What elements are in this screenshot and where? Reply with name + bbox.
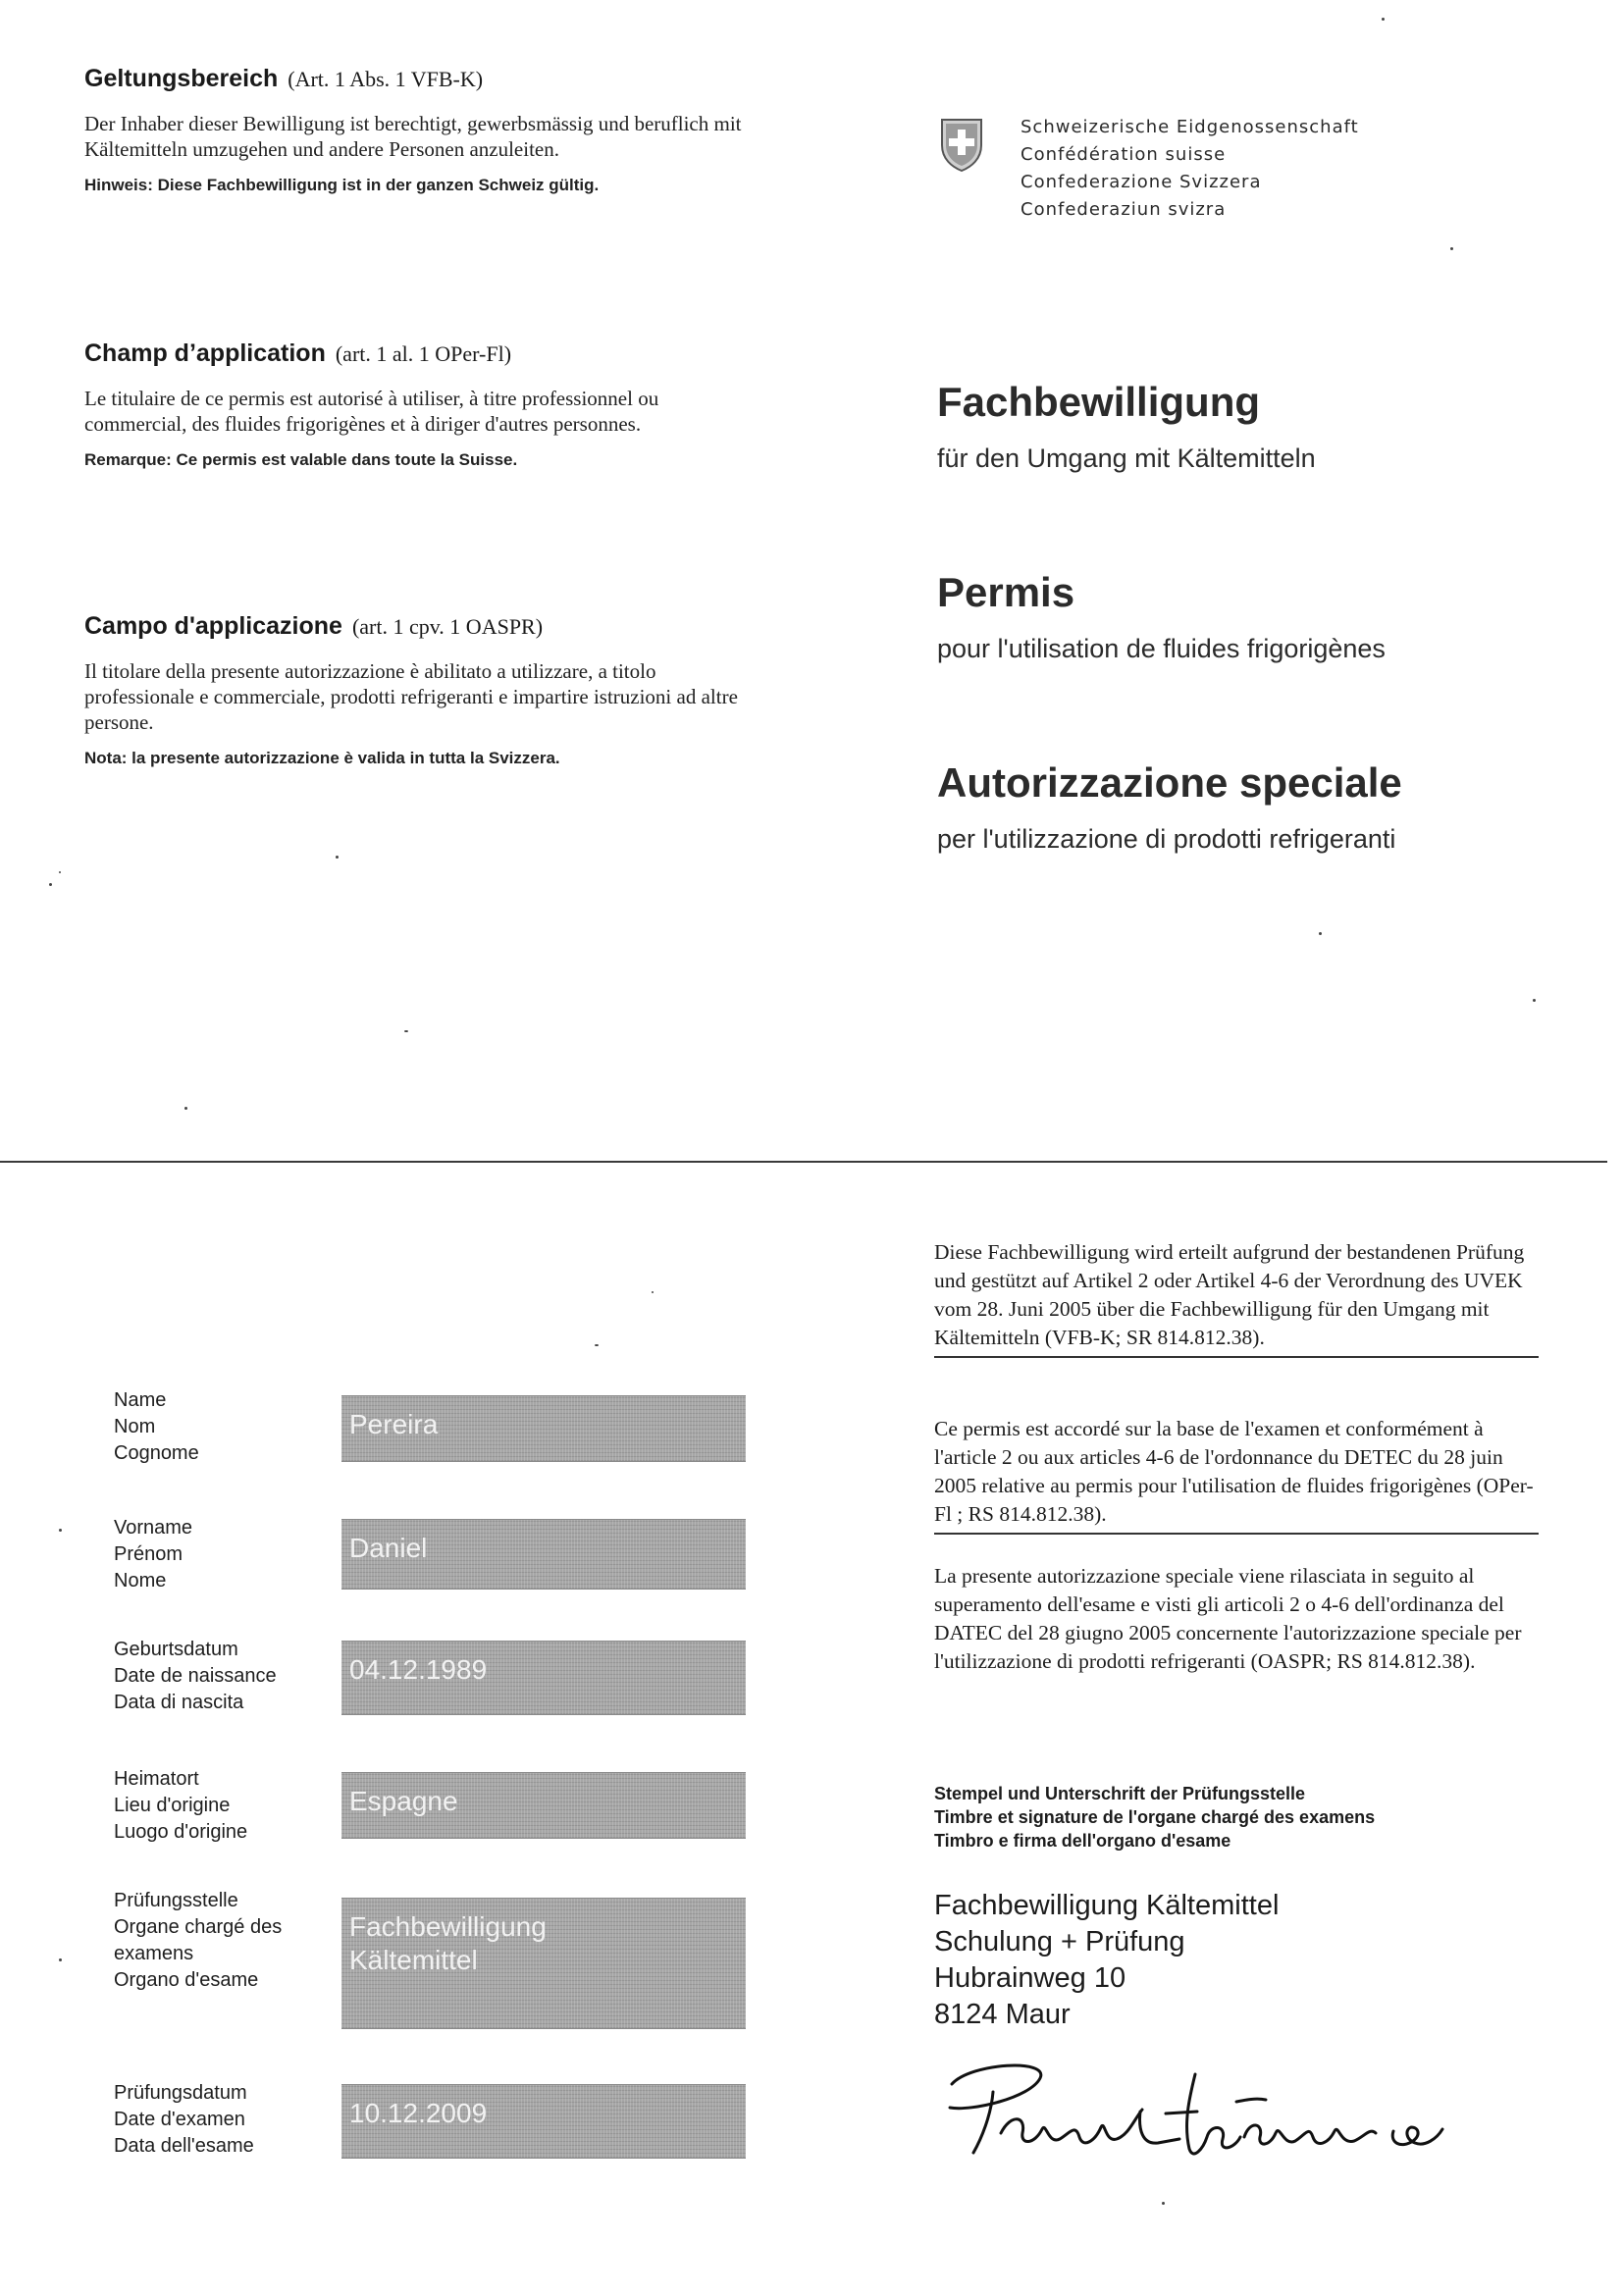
field-label: Organe chargé des (114, 1916, 283, 1938)
scan-speck (1319, 932, 1322, 935)
scope-heading-fr (84, 339, 752, 368)
field-label: Vorname (114, 1517, 193, 1539)
birthdate-field[interactable] (341, 1641, 746, 1715)
field-label: Luogo d'origine (114, 1821, 248, 1843)
title-it: Autorizzazione speciale (937, 759, 1402, 806)
field-label: Date d'examen (114, 2109, 245, 2130)
field-label: Data dell'esame (114, 2135, 254, 2157)
confederation-name-fr: Confédération suisse (1021, 144, 1227, 165)
field-label: Data di nascita (114, 1692, 244, 1713)
scan-speck (59, 1958, 62, 1961)
scope-body-fr: Le titulaire de ce permis est autorisé à utiliser, à titre professionnel ou commercial, des fluides frigorigènes et à diriger d'autres personnes. (84, 387, 659, 436)
scope-section-fr (84, 339, 752, 470)
address-line: Hubrainweg 10 (934, 1962, 1126, 1994)
field-label: Prénom (114, 1543, 183, 1565)
field-label: Nome (114, 1570, 167, 1592)
scope-ref-it: (art. 1 cpv. 1 OASPR) (351, 614, 544, 639)
field-label: Cognome (114, 1442, 199, 1464)
firstname-field[interactable] (341, 1519, 746, 1590)
fold-line (0, 1161, 1607, 1163)
scope-title-fr: Champ d’application (84, 339, 326, 367)
legal-text-de: Diese Fachbewilligung wird erteilt aufgrund der bestandenen Prüfung und gestützt auf Artikel 2 oder Artikel 4-6 der Verordnung des UVEK vom 28. Juni 2005 über die Fachbewilligung für den Umgang mit Kältemitteln (VFB-K; SR 814.812.38). (934, 1238, 1539, 1358)
origin-value: Espagne (349, 1786, 458, 1816)
scope-ref-de: (Art. 1 Abs. 1 VFB-K) (288, 67, 484, 91)
exam-body-field[interactable] (341, 1898, 746, 2029)
field-label: examens (114, 1943, 194, 1964)
scan-speck (336, 856, 339, 859)
scan-speck (1382, 18, 1385, 21)
handwritten-signature-icon (932, 2055, 1492, 2172)
scope-title-it: Campo d'applicazione (84, 612, 342, 640)
scope-note-it: Nota: la presente autorizzazione è valida in tutta la Svizzera. (84, 749, 560, 767)
field-label: Lieu d'origine (114, 1795, 231, 1816)
scan-speck (59, 871, 61, 873)
title-fr: Permis (937, 569, 1075, 615)
scan-speck (404, 1030, 408, 1032)
name-field[interactable] (341, 1395, 746, 1462)
scope-body-de: Der Inhaber dieser Bewilligung ist berechtigt, gewerbsmässig und beruflich mit Kältemitteln umzugehen und andere Personen anzuleiten. (84, 112, 742, 161)
confederation-names (1021, 114, 1359, 224)
title-de: Fachbewilligung (937, 379, 1261, 425)
subtitle-it: per l'utilizzazione di prodotti refrigeranti (937, 824, 1396, 854)
field-label: Prüfungsdatum (114, 2082, 247, 2104)
exam-date-value: 10.12.2009 (349, 2098, 488, 2128)
birthdate-value: 04.12.1989 (349, 1654, 488, 1685)
scope-ref-fr: (art. 1 al. 1 OPer-Fl) (335, 341, 512, 366)
origin-field[interactable] (341, 1772, 746, 1839)
subtitle-fr: pour l'utilisation de fluides frigorigènes (937, 634, 1386, 663)
stamp-heading-line: Timbro e firma dell'organo d'esame (934, 1831, 1231, 1851)
field-labels-exam-body (114, 1888, 282, 1994)
confederation-name-de: Schweizerische Eidgenossenschaft (1021, 117, 1359, 137)
field-labels-origin (114, 1766, 247, 1846)
scan-speck (1162, 2202, 1165, 2205)
exam-body-value-line: Fachbewilligung (349, 1911, 547, 1942)
field-labels-firstname (114, 1515, 192, 1594)
firstname-value: Daniel (349, 1533, 428, 1563)
scan-speck (595, 1344, 599, 1346)
field-labels-name (114, 1387, 199, 1467)
field-labels-birthdate (114, 1637, 277, 1716)
swiss-cross-shield-icon (938, 116, 985, 173)
field-label: Prüfungsstelle (114, 1890, 238, 1911)
field-labels-exam-date (114, 2080, 254, 2160)
field-label: Heimatort (114, 1768, 199, 1790)
stamp-heading-line: Timbre et signature de l'organe chargé des examens (934, 1807, 1376, 1827)
scope-title-de: Geltungsbereich (84, 65, 279, 92)
legal-text-fr: Ce permis est accordé sur la base de l'examen et conformément à l'article 2 ou aux articles 4-6 de l'ordonnance du DETEC du 28 juin 2005 relative au permis pour l'utilisation de fluides frigorigènes (OPer-Fl ; RS 814.812.38). (934, 1415, 1539, 1535)
scope-section-it (84, 612, 752, 768)
field-label: Name (114, 1389, 167, 1411)
scope-heading-it (84, 612, 752, 641)
address-line: Schulung + Prüfung (934, 1926, 1185, 1957)
field-label: Geburtsdatum (114, 1639, 238, 1660)
scope-note-fr: Remarque: Ce permis est valable dans toute la Suisse. (84, 450, 518, 469)
legal-text-it: La presente autorizzazione speciale viene rilasciata in seguito al superamento dell'esame e visti gli articoli 2 o 4-6 dell'ordinanza del DATEC del 28 giugno 2005 concernente l'autorizzazione speciale per l'utilizzazione di prodotti refrigeranti (OASPR; RS 814.812.38). (934, 1564, 1522, 1673)
confederation-name-it: Confederazione Svizzera (1021, 172, 1262, 192)
confederation-name-rm: Confederaziun svizra (1021, 199, 1227, 220)
field-label: Organo d'esame (114, 1969, 259, 1991)
exam-body-address (934, 1888, 1279, 2033)
scope-body-it: Il titolare della presente autorizzazione è abilitato a utilizzare, a titolo professionale e commerciale, prodotti refrigeranti e impartire istruzioni ad altre persone. (84, 659, 738, 734)
scan-speck (652, 1291, 654, 1293)
stamp-heading-line: Stempel und Unterschrift der Prüfungsstelle (934, 1784, 1306, 1803)
scan-speck (49, 883, 52, 886)
scope-heading-de (84, 65, 752, 93)
scan-speck (1533, 999, 1536, 1002)
name-value: Pereira (349, 1409, 439, 1439)
address-line: Fachbewilligung Kältemittel (934, 1890, 1280, 1921)
scan-speck (59, 1529, 62, 1532)
address-line: 8124 Maur (934, 1999, 1071, 2030)
scope-note-de: Hinweis: Diese Fachbewilligung ist in der ganzen Schweiz gültig. (84, 176, 600, 194)
scan-speck (1450, 247, 1453, 250)
field-label: Date de naissance (114, 1665, 277, 1687)
stamp-heading (934, 1782, 1375, 1852)
exam-date-field[interactable] (341, 2084, 746, 2159)
subtitle-de: für den Umgang mit Kältemitteln (937, 444, 1316, 473)
exam-body-value-line: Kältemittel (349, 1945, 478, 1975)
scope-section-de (84, 65, 752, 195)
scan-speck (184, 1107, 187, 1110)
field-label: Nom (114, 1416, 156, 1437)
